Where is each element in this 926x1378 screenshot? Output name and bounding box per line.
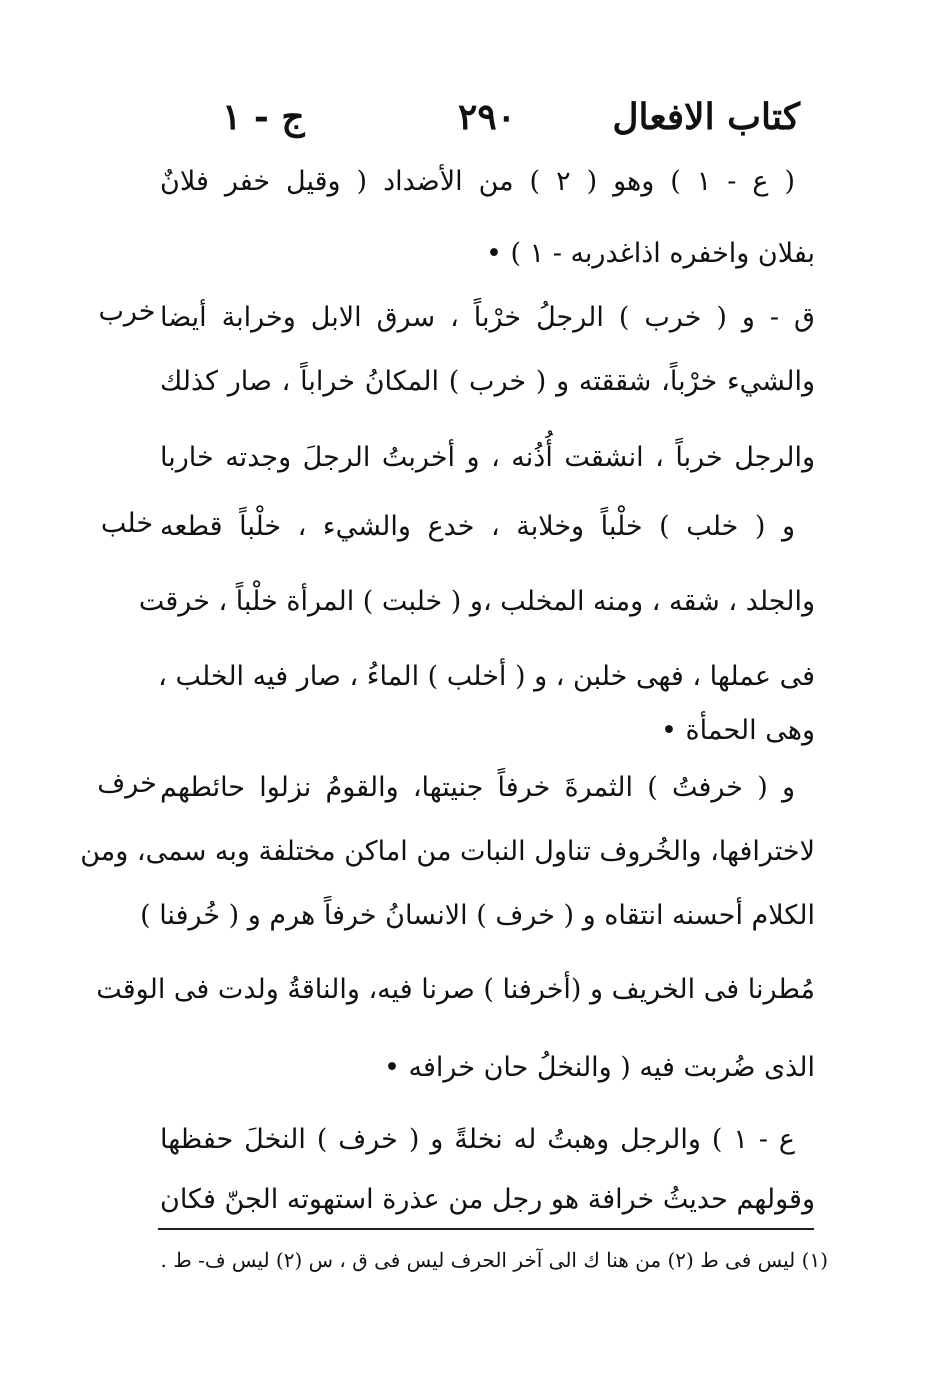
text-line: والشيء خرْباً، شققته و ( خرب ) المكانُ خراباً ، صار كذلك — [160, 366, 815, 397]
text-line: وقولهم حديثُ خرافة هو رجل من عذرة استهوته الجنّ فكان — [160, 1184, 815, 1215]
margin-root-word: خرف — [97, 768, 157, 799]
footnote-divider — [158, 1228, 814, 1230]
text-line: ع - ١ ) والرجل وهبتُ له نخلةً و ( خرف ) النخلَ حفظها — [160, 1124, 796, 1155]
text-line: الكلام أحسنه انتقاه و ( خرف ) الانسانُ خرفاً هرم و ( خُرفنا ) — [140, 900, 815, 931]
text-line: بفلان واخفره اذاغدربه - ١ ) • — [486, 238, 815, 269]
text-line: مُطرنا فى الخريف و (أخرفنا ) صرنا فيه، والناقةُ ولدت فى الوقت — [96, 974, 815, 1005]
text-line: ( ع - ١ ) وهو ( ٢ ) من الأضداد ( وقيل خفر فلانٌ — [160, 166, 796, 197]
text-line: وهى الحمأة • — [660, 715, 815, 746]
margin-root-word: خرب — [98, 296, 156, 327]
margin-root-word: خلب — [100, 508, 154, 539]
text-line: ق - و ( خرب ) الرجلُ خرْباً ، سرق الابل وخرابة أيضا — [160, 302, 815, 333]
book-title: كتاب الافعال — [612, 96, 800, 138]
page-number: ٢٩٠ — [458, 96, 517, 138]
text-line: الذى ضُربت فيه ( والنخلُ حان خرافه • — [384, 1052, 815, 1083]
text-line: لاخترافها، والخُروف تناول النبات من اماكن مختلفة وبه سمى، ومن — [80, 836, 815, 867]
volume-label: ج - ١ — [222, 96, 305, 138]
footnote: (١) ليس فى ط (٢) من هنا ك الى آخر الحرف ليس فى ق ، س (٢) ليس ف- ط . — [160, 1248, 828, 1272]
text-line: و ( خرفتُ ) الثمرةَ خرفاً جنيتها، والقومُ نزلوا حائطهم — [160, 772, 795, 803]
text-line: فى عملها ، فهى خلبن ، و ( أخلب ) الماءُ ، صار فيه الخلب ، — [158, 661, 815, 692]
text-line: و ( خلب ) خلْباً وخلابة ، خدع والشيء ، خلْباً قطعه — [160, 511, 795, 542]
text-line: والجلد ، شقه ، ومنه المخلب ،و ( خلبت ) المرأة خلْباً ، خرقت — [138, 586, 815, 617]
text-line: والرجل خرباً ، انشقت أُذُنه ، و أخربتُ الرجلَ وجدته خاربا — [160, 442, 815, 473]
